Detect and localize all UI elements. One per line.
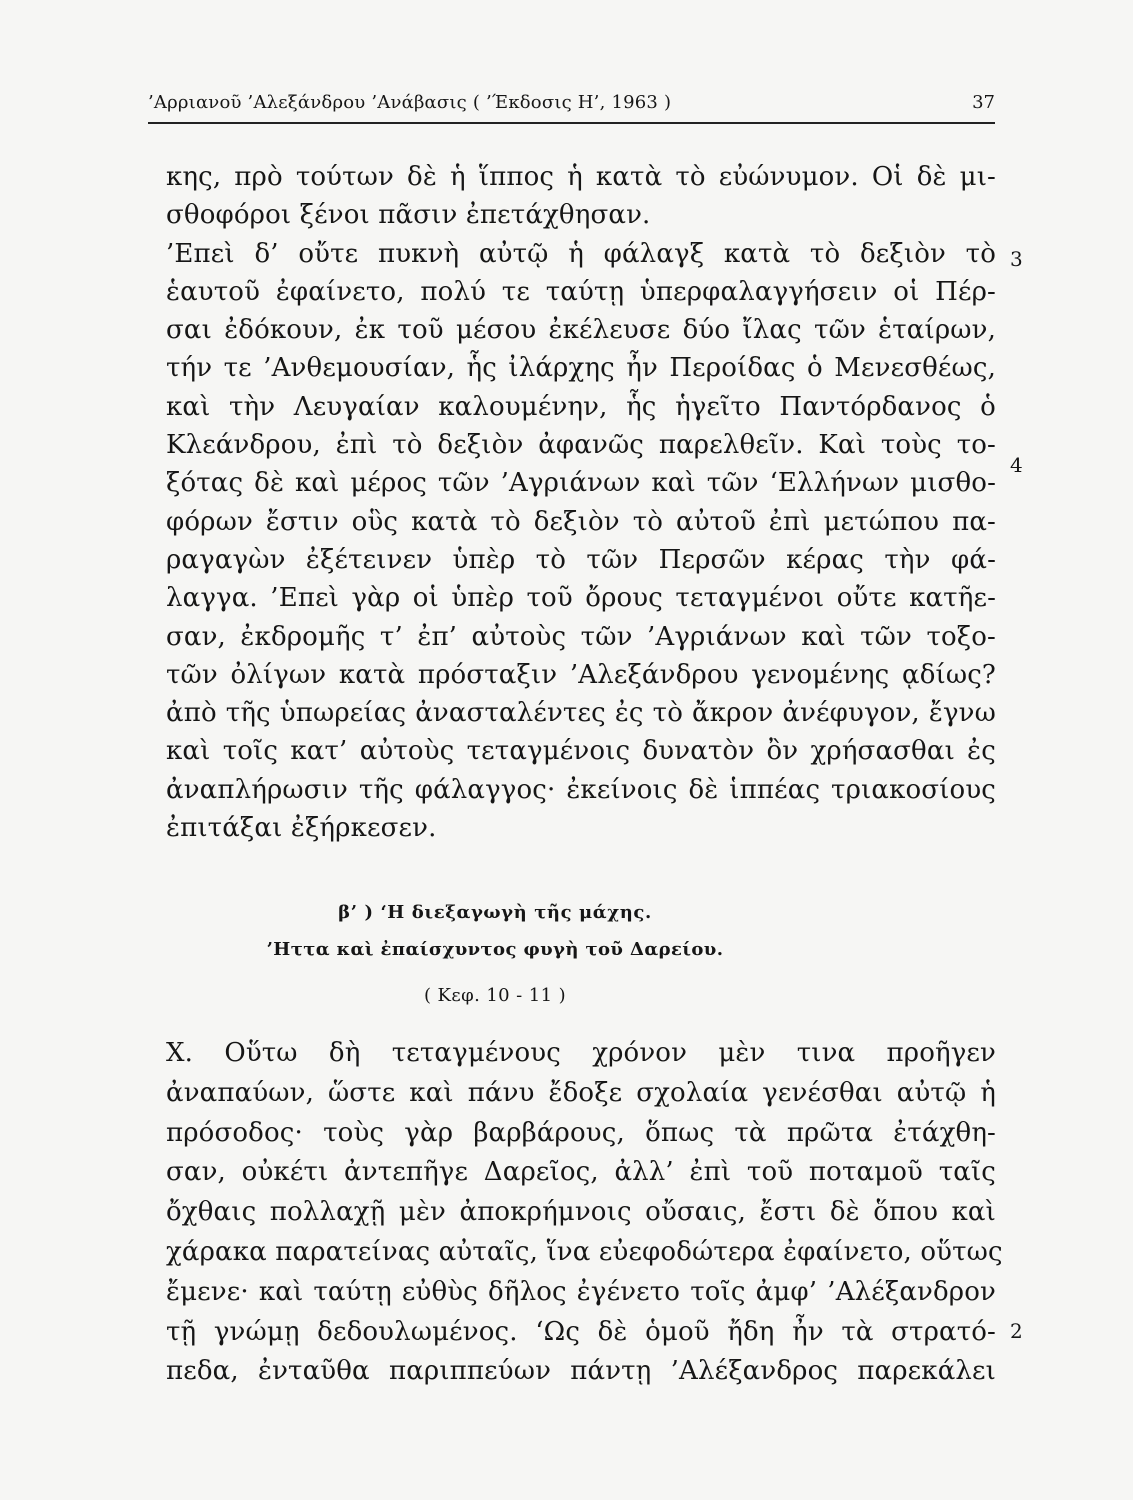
text-line: ἀναπαύων, ὥστε καὶ πάνυ ἔδοξε σχολαία γενέσθαι αὐτῷ ἡ [166, 1077, 996, 1108]
text-line: σαι ἐδόκουν, ἐκ τοῦ μέσου ἐκέλευσε δύο ἴλας τῶν ἑταίρων, [166, 315, 996, 346]
text-line: ὄχθαις πολλαχῇ μὲν ἀποκρήμνοις οὔσαις, ἔστι δὲ ὅπου καὶ [166, 1197, 996, 1228]
marginal-section-number: 3 [1010, 247, 1023, 271]
page-number: 37 [972, 92, 995, 113]
section-subheading: ’Ηττα καὶ ἐπαίσχυντος φυγὴ τοῦ Δαρείου. [266, 939, 724, 960]
marginal-section-number: 4 [1010, 453, 1023, 477]
header-title: ’Αρριανοῦ ’Αλεξάνδρου ’Ανάβασις ( ’Έκδοσις Η’, 1963 ) [148, 92, 672, 113]
text-line: τήν τε ’Ανθεμουσίαν, ἧς ἰλάρχης ἦν Περοίδας ὁ Μενεσθέως, [166, 353, 996, 384]
text-line: καὶ τὴν Λευγαίαν καλουμένην, ἧς ἡγεῖτο Παντόρδανος ὁ [166, 391, 996, 422]
text-line: σθοφόροι ξένοι πᾶσιν ἐπετάχθησαν. [166, 200, 651, 231]
text-block-1 [166, 158, 996, 847]
text-line: πεδα, ἐνταῦθα παριππεύων πάντῃ ’Αλέξανδρος παρεκάλει [166, 1356, 996, 1387]
text-line: ’Επεὶ δ’ οὔτε πυκνὴ αὐτῷ ἡ φάλαγξ κατὰ τὸ δεξιὸν τὸ [166, 238, 996, 269]
chapter-reference: ( Κεφ. 10 - 11 ) [423, 985, 567, 1006]
text-line: κης, πρὸ τούτων δὲ ἡ ἵππος ἡ κατὰ τὸ εὐώνυμον. Οἱ δὲ μι- [166, 162, 996, 192]
text-line: τῶν ὀλίγων κατὰ πρόσταξιν ’Αλεξάνδρου γενομένης ᾳδίως? [166, 659, 996, 690]
running-header [148, 88, 995, 124]
text-line: ραγαγὼν ἐξέτεινεν ὑπὲρ τὸ τῶν Περσῶν κέρας τὴν φά- [166, 544, 996, 575]
text-line: σαν, οὐκέτι ἀντεπῆγε Δαρεῖος, ἀλλ’ ἐπὶ τοῦ ποταμοῦ ταῖς [166, 1157, 996, 1188]
text-line: ἀπὸ τῆς ὑπωρείας ἀνασταλέντες ἐς τὸ ἄκρον ἀνέφυγον, ἔγνω [166, 698, 996, 729]
text-line: ἀναπλήρωσιν τῆς φάλαγγος· ἐκείνοις δὲ ἱππέας τριακοσίους [166, 774, 996, 805]
text-line: ἑαυτοῦ ἐφαίνετο, πολύ τε ταύτῃ ὑπερφαλαγγήσειν οἱ Πέρ- [166, 276, 996, 307]
text-line: ξότας δὲ καὶ μέρος τῶν ’Αγριάνων καὶ τῶν ‘Ελλήνων μισθο- [166, 468, 996, 499]
text-line: Χ. Οὕτω δὴ τεταγμένους χρόνον μὲν τινα προῆγεν [166, 1038, 996, 1068]
text-line: ἔμενε· καὶ ταύτῃ εὐθὺς δῆλος ἐγένετο τοῖς ἀμφ’ ’Αλέξανδρον [166, 1276, 996, 1307]
text-line: λαγγα. ’Επεὶ γὰρ οἱ ὑπὲρ τοῦ ὄρους τεταγμένοι οὔτε κατῆε- [166, 583, 996, 614]
marginal-section-number: 2 [1010, 1319, 1023, 1343]
text-line: καὶ τοῖς κατ’ αὐτοὺς τεταγμένοις δυνατὸν ὂν χρήσασθαι ἐς [166, 736, 996, 767]
section-heading: β’ ) ‘Η διεξαγωγὴ τῆς μάχης. [338, 902, 652, 923]
text-line: πρόσοδος· τοὺς γὰρ βαρβάρους, ὅπως τὰ πρῶτα ἐτάχθη- [166, 1117, 996, 1148]
text-line: τῇ γνώμῃ δεδουλωμένος. ‘Ως δὲ ὁμοῦ ἤδη ἦν τὰ στρατό- [166, 1316, 996, 1347]
text-line: χάρακα παρατείνας αὐταῖς, ἵνα εὐεφοδώτερα ἐφαίνετο, οὕτως [166, 1236, 1003, 1267]
text-line: ἐπιτάξαι ἐξήρκεσεν. [166, 813, 437, 844]
text-line: Κλεάνδρου, ἐπὶ τὸ δεξιὸν ἀφανῶς παρελθεῖν. Καὶ τοὺς το- [166, 430, 996, 461]
text-block-2 [166, 1034, 1003, 1392]
text-line: σαν, ἐκδρομῆς τ’ ἐπ’ αὐτοὺς τῶν ’Αγριάνων καὶ τῶν τοξο- [166, 621, 996, 652]
text-line: φόρων ἔστιν οὓς κατὰ τὸ δεξιὸν τὸ αὐτοῦ ἐπὶ μετώπου πα- [166, 506, 996, 537]
